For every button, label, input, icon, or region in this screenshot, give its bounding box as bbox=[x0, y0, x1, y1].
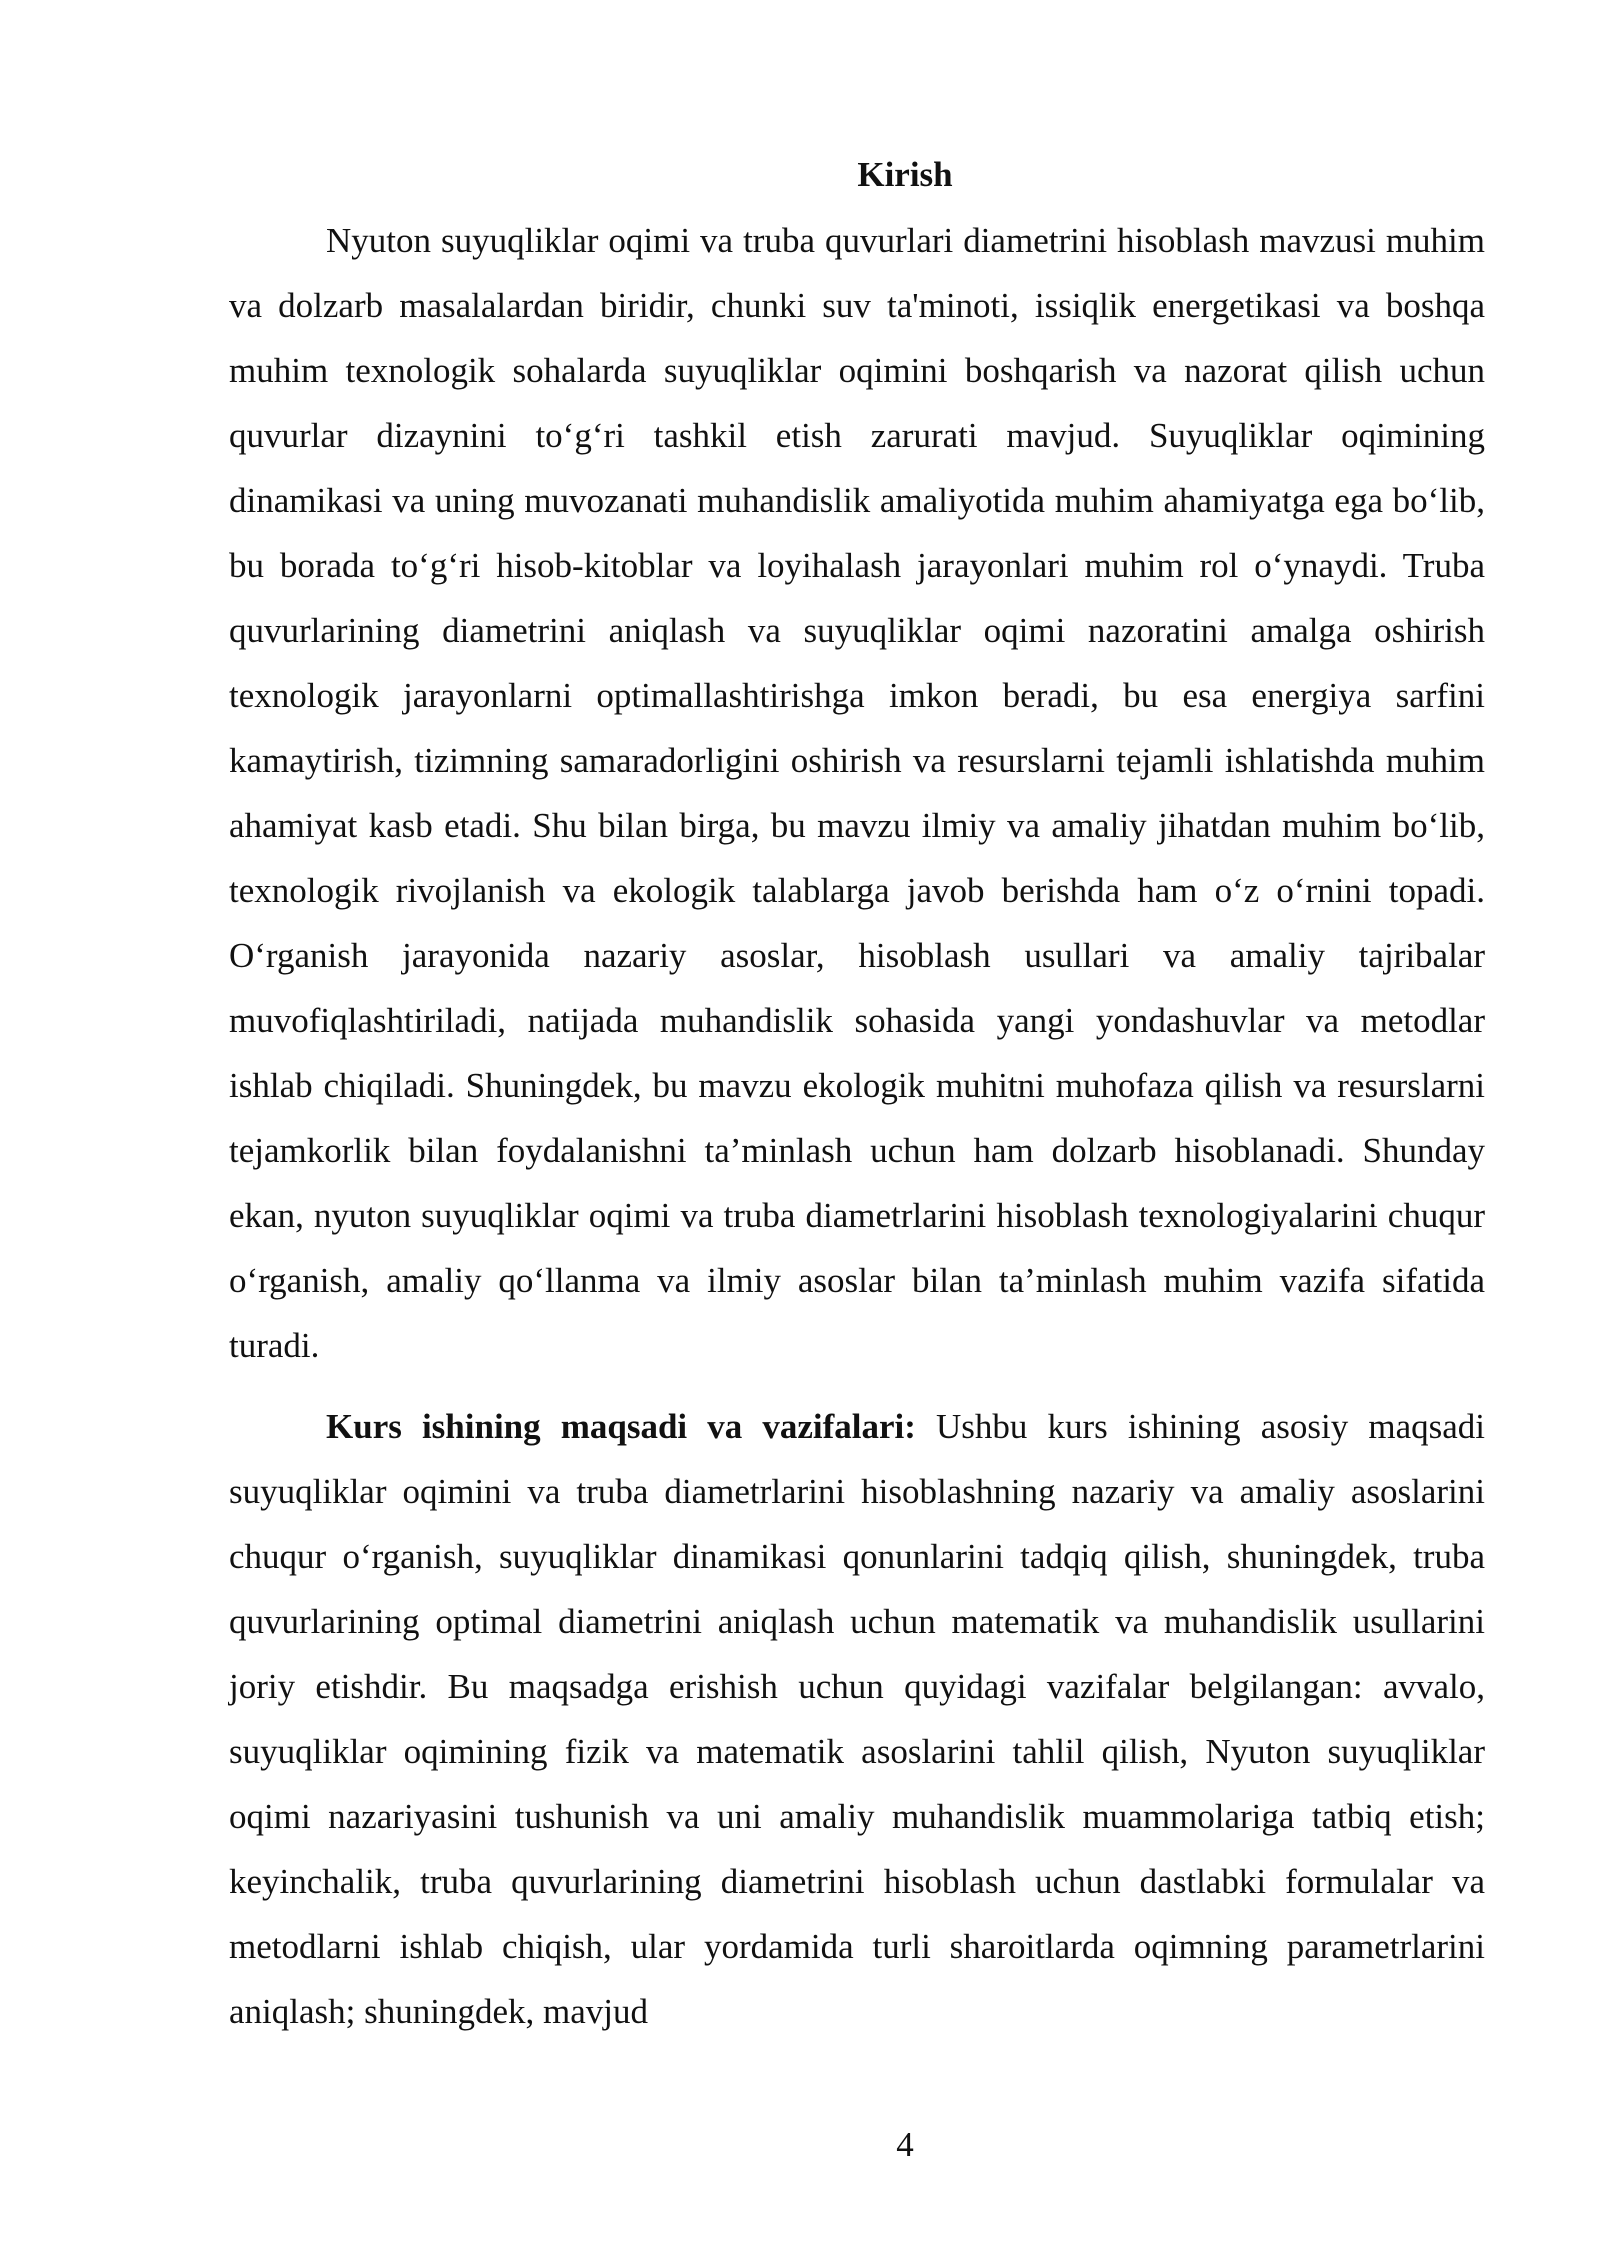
goals-paragraph-body: Ushbu kurs ishining asosiy maqsadi suyuqliklar oqimini va truba diametrlarini hisoblashning nazariy va amaliy asoslarini chuqur o‘rganish, suyuqliklar dinamikasi qonunlarini tadqiq qilish, shuningdek, truba quvurlarining optimal diametrini aniqlash uchun matematik va muhandislik usullarini joriy etishdir. Bu maqsadga erishish uchun quyidagi vazifalar belgilangan: avvalo, suyuqliklar oqimining fizik va matematik asoslarini tahlil qilish, Nyuton suyuqliklar oqimi nazariyasini tushunish va uni amaliy muhandislik muammolariga tatbiq etish; keyinchalik, truba quvurlarining diametrini hisoblash uchun dastlabki formulalar va metodlarni ishlab chiqish, ular yordamida turli sharoitlarda oqimning parametrlarini aniqlash; shuningdek, mavjud bbox=[229, 1407, 1485, 2031]
goals-paragraph-lead: Kurs ishining maqsadi va vazifalari: bbox=[326, 1407, 916, 1446]
page-number: 4 bbox=[896, 2125, 914, 2164]
goals-paragraph bbox=[229, 1394, 1485, 2044]
section-heading: Kirish bbox=[857, 155, 953, 194]
body-text bbox=[229, 208, 1485, 2044]
intro-paragraph: Nyuton suyuqliklar oqimi va truba quvurlari diametrini hisoblash mavzusi muhim va dolzarb masalalardan biridir, chunki suv ta'minoti, issiqlik energetikasi va boshqa muhim texnologik sohalarda suyuqliklar oqimini boshqarish va nazorat qilish uchun quvurlar dizaynini to‘g‘ri tashkil etish zarurati mavjud. Suyuqliklar oqimining dinamikasi va uning muvozanati muhandislik amaliyotida muhim ahamiyatga ega bo‘lib, bu borada to‘g‘ri hisob-kitoblar va loyihalash jarayonlari muhim rol o‘ynaydi. Truba quvurlarining diametrini aniqlash va suyuqliklar oqimi nazoratini amalga oshirish texnologik jarayonlarni optimallashtirishga imkon beradi, bu esa energiya sarfini kamaytirish, tizimning samaradorligini oshirish va resurslarni tejamli ishlatishda muhim ahamiyat kasb etadi. Shu bilan birga, bu mavzu ilmiy va amaliy jihatdan muhim bo‘lib, texnologik rivojlanish va ekologik talablarga javob berishda ham o‘z o‘rnini topadi. O‘rganish jarayonida nazariy asoslar, hisoblash usullari va amaliy tajribalar muvofiqlashtiriladi, natijada muhandislik sohasida yangi yondashuvlar va metodlar ishlab chiqiladi. Shuningdek, bu mavzu ekologik muhitni muhofaza qilish va resurslarni tejamkorlik bilan foydalanishni ta’minlash uchun ham dolzarb hisoblanadi. Shunday ekan, nyuton suyuqliklar oqimi va truba diametrlarini hisoblash texnologiyalarini chuqur o‘rganish, amaliy qo‘llanma va ilmiy asoslar bilan ta’minlash muhim vazifa sifatida turadi. bbox=[229, 221, 1485, 1365]
